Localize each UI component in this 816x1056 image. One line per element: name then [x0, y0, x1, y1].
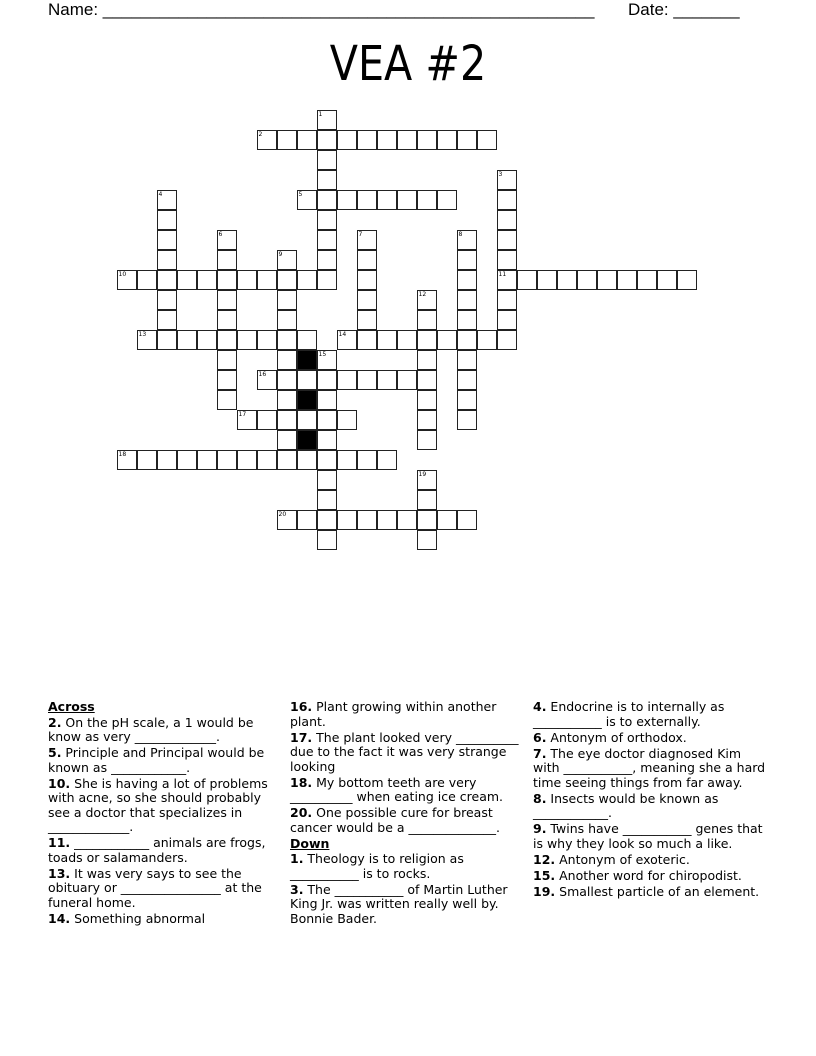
clue-number-label: 9 [278, 250, 283, 258]
black-cell [297, 390, 317, 410]
grid-cell[interactable] [337, 450, 357, 470]
grid-cell[interactable] [297, 370, 317, 390]
grid-cell[interactable] [317, 250, 337, 270]
grid-cell[interactable] [317, 510, 337, 530]
grid-cell[interactable] [157, 270, 177, 290]
grid-cell[interactable] [217, 350, 237, 370]
clues-column-1 [48, 700, 284, 928]
grid-cell[interactable] [317, 450, 337, 470]
clue-down-9 [533, 822, 769, 851]
grid-cell[interactable] [317, 530, 337, 550]
clue-number: 10. [48, 775, 71, 791]
grid-cell[interactable] [317, 130, 337, 150]
grid-cell[interactable] [517, 270, 537, 290]
clue-number: 19. [533, 883, 556, 899]
grid-cell[interactable] [377, 190, 397, 210]
clue-down-15 [533, 869, 769, 884]
grid-cell[interactable] [457, 130, 477, 150]
clue-number: 16. [290, 699, 313, 714]
grid-cell[interactable] [317, 190, 337, 210]
grid-cell[interactable] [417, 290, 437, 310]
grid-cell[interactable] [417, 430, 437, 450]
grid-cell[interactable] [457, 290, 477, 310]
clue-down-8 [533, 792, 769, 821]
grid-cell[interactable] [357, 250, 377, 270]
grid-cell[interactable] [317, 410, 337, 430]
grid-cell[interactable] [377, 510, 397, 530]
clue-across-10 [48, 777, 284, 835]
clue-number: 9. [533, 821, 547, 836]
grid-cell[interactable] [357, 450, 377, 470]
grid-cell[interactable] [357, 130, 377, 150]
grid-cell[interactable] [257, 130, 277, 150]
clue-number: 11. [48, 835, 71, 850]
grid-cell[interactable] [157, 290, 177, 310]
grid-cell[interactable] [257, 410, 277, 430]
grid-cell[interactable] [437, 330, 457, 350]
clue-number: 18. [290, 774, 313, 790]
clue-number-label: 4 [158, 190, 163, 198]
grid-cell[interactable] [357, 230, 377, 250]
grid-cell[interactable] [497, 170, 517, 190]
clue-number-label: 18 [118, 450, 127, 458]
grid-cell[interactable] [497, 190, 517, 210]
black-cell [297, 430, 317, 450]
clue-number: 4. [533, 699, 547, 714]
grid-cell[interactable] [317, 430, 337, 450]
grid-cell[interactable] [297, 450, 317, 470]
grid-cell[interactable] [297, 190, 317, 210]
grid-cell[interactable] [137, 330, 157, 350]
clue-number: 3. [290, 881, 304, 897]
grid-cell[interactable] [377, 450, 397, 470]
grid-cell[interactable] [337, 330, 357, 350]
clues-column-2 [290, 700, 526, 928]
grid-cell[interactable] [497, 250, 517, 270]
grid-cell[interactable] [417, 470, 437, 490]
clue-text: She is having a lot of problems with acne, so she should probably see a doctor that specializes in _____________. [48, 775, 268, 834]
grid-cell[interactable] [397, 190, 417, 210]
clue-text: One possible cure for breast cancer would be a ______________. [290, 805, 501, 835]
grid-cell[interactable] [157, 310, 177, 330]
grid-cell[interactable] [277, 390, 297, 410]
grid-cell[interactable] [177, 450, 197, 470]
clue-across-2 [48, 716, 284, 745]
clue-number: 13. [48, 865, 71, 881]
date-field-label: Date: _______ [628, 0, 740, 19]
clue-down-4 [533, 700, 769, 729]
grid-cell[interactable] [457, 350, 477, 370]
grid-cell[interactable] [237, 450, 257, 470]
grid-cell[interactable] [457, 230, 477, 250]
grid-cell[interactable] [477, 330, 497, 350]
clue-number: 5. [48, 745, 62, 760]
clue-text: Smallest particle of an element. [555, 883, 760, 899]
grid-cell[interactable] [597, 270, 617, 290]
grid-cell[interactable] [277, 430, 297, 450]
clue-down-7 [533, 747, 769, 791]
clue-down-1 [290, 852, 526, 881]
clue-text: Another word for chiropodist. [555, 867, 742, 883]
grid-cell[interactable] [497, 330, 517, 350]
grid-cell[interactable] [277, 450, 297, 470]
clue-number: 2. [48, 714, 62, 730]
clue-across-18 [290, 776, 526, 805]
clue-number-label: 7 [358, 230, 363, 238]
grid-cell[interactable] [237, 270, 257, 290]
grid-cell[interactable] [317, 490, 337, 510]
grid-cell[interactable] [457, 510, 477, 530]
grid-cell[interactable] [437, 130, 457, 150]
clue-number-label: 3 [498, 170, 503, 178]
clue-text: Insects would be known as ____________. [533, 790, 719, 820]
grid-cell[interactable] [317, 470, 337, 490]
clue-text: Antonym of orthodox. [546, 729, 687, 745]
clue-text: The plant looked very __________ due to the fact it was very strange looking [290, 729, 519, 774]
grid-cell[interactable] [277, 270, 297, 290]
clue-across-11 [48, 836, 284, 865]
grid-cell[interactable] [357, 190, 377, 210]
clue-number-label: 1 [318, 110, 323, 118]
clue-across-5 [48, 746, 284, 775]
grid-cell[interactable] [417, 530, 437, 550]
clue-number: 17. [290, 729, 313, 745]
grid-cell[interactable] [297, 270, 317, 290]
clue-number-label: 19 [418, 470, 427, 478]
across-heading: Across [48, 699, 95, 714]
grid-cell[interactable] [177, 330, 197, 350]
grid-cell[interactable] [417, 130, 437, 150]
grid-cell[interactable] [337, 510, 357, 530]
clue-number-label: 13 [138, 330, 147, 338]
down-heading: Down [290, 835, 330, 851]
grid-cell[interactable] [217, 390, 237, 410]
grid-cell[interactable] [237, 410, 257, 430]
grid-cell[interactable] [297, 330, 317, 350]
grid-cell[interactable] [357, 290, 377, 310]
grid-cell[interactable] [257, 330, 277, 350]
grid-cell[interactable] [457, 370, 477, 390]
clue-number: 15. [533, 867, 556, 883]
grid-cell[interactable] [197, 330, 217, 350]
grid-cell[interactable] [357, 370, 377, 390]
grid-cell[interactable] [157, 230, 177, 250]
grid-cell[interactable] [397, 370, 417, 390]
clues-column-3 [533, 700, 769, 901]
grid-cell[interactable] [217, 370, 237, 390]
grid-cell[interactable] [417, 190, 437, 210]
grid-cell[interactable] [317, 210, 337, 230]
grid-cell[interactable] [217, 230, 237, 250]
grid-cell[interactable] [657, 270, 677, 290]
grid-cell[interactable] [157, 250, 177, 270]
clue-across-17 [290, 731, 526, 775]
grid-cell[interactable] [557, 270, 577, 290]
grid-cell[interactable] [157, 210, 177, 230]
grid-cell[interactable] [217, 450, 237, 470]
grid-cell[interactable] [217, 250, 237, 270]
grid-cell[interactable] [357, 510, 377, 530]
grid-cell[interactable] [437, 190, 457, 210]
grid-cell[interactable] [377, 370, 397, 390]
clue-number-label: 8 [458, 230, 463, 238]
clue-text: Antonym of exoteric. [555, 851, 690, 867]
clue-text: Principle and Principal would be known as ____________. [48, 745, 265, 775]
grid-cell[interactable] [317, 270, 337, 290]
grid-cell[interactable] [357, 270, 377, 290]
clue-number-label: 11 [498, 270, 507, 278]
grid-cell[interactable] [617, 270, 637, 290]
clue-text: It was very says to see the obituary or ________________ at the funeral home. [48, 865, 262, 910]
clue-number-label: 14 [338, 330, 347, 338]
grid-cell[interactable] [497, 310, 517, 330]
grid-cell[interactable] [357, 310, 377, 330]
clue-text: The ___________ of Martin Luther King Jr. was written really well by. Bonnie Bader. [290, 881, 508, 926]
clue-text: Plant growing within another plant. [290, 699, 497, 729]
clue-number-label: 15 [318, 350, 327, 358]
grid-cell[interactable] [317, 150, 337, 170]
clue-number: 8. [533, 790, 547, 806]
grid-cell[interactable] [137, 270, 157, 290]
page-title: VEA #2 [329, 36, 487, 92]
grid-cell[interactable] [217, 330, 237, 350]
grid-cell[interactable] [277, 370, 297, 390]
grid-cell[interactable] [157, 450, 177, 470]
grid-cell[interactable] [137, 450, 157, 470]
grid-cell[interactable] [177, 270, 197, 290]
clue-text: The eye doctor diagnosed Kim with ___________, meaning she a hard time seeing things from far away. [533, 745, 766, 790]
grid-cell[interactable] [317, 390, 337, 410]
clue-number-label: 16 [258, 370, 267, 378]
grid-cell[interactable] [277, 410, 297, 430]
grid-cell[interactable] [217, 290, 237, 310]
grid-cell[interactable] [197, 450, 217, 470]
grid-cell[interactable] [357, 330, 377, 350]
grid-cell[interactable] [277, 510, 297, 530]
grid-cell[interactable] [417, 370, 437, 390]
grid-cell[interactable] [337, 190, 357, 210]
grid-cell[interactable] [417, 330, 437, 350]
grid-cell[interactable] [217, 270, 237, 290]
clue-number-label: 20 [278, 510, 287, 518]
clue-across-20 [290, 806, 526, 835]
grid-cell[interactable] [337, 370, 357, 390]
clue-number: 14. [48, 910, 71, 926]
grid-cell[interactable] [277, 350, 297, 370]
grid-cell[interactable] [417, 510, 437, 530]
grid-cell[interactable] [337, 410, 357, 430]
grid-cell[interactable] [417, 390, 437, 410]
clue-across-16 [290, 700, 526, 729]
grid-cell[interactable] [457, 410, 477, 430]
grid-cell[interactable] [457, 390, 477, 410]
grid-cell[interactable] [297, 510, 317, 530]
grid-cell[interactable] [397, 330, 417, 350]
grid-cell[interactable] [197, 270, 217, 290]
grid-cell[interactable] [157, 330, 177, 350]
grid-cell[interactable] [497, 270, 517, 290]
clue-number-label: 2 [258, 130, 263, 138]
black-cell [297, 350, 317, 370]
grid-cell[interactable] [317, 110, 337, 130]
grid-cell[interactable] [117, 450, 137, 470]
clue-number: 6. [533, 729, 547, 745]
grid-cell[interactable] [277, 330, 297, 350]
grid-cell[interactable] [457, 310, 477, 330]
clue-number: 12. [533, 851, 556, 867]
clue-text: On the pH scale, a 1 would be know as very _____________. [48, 714, 254, 744]
clue-number: 7. [533, 745, 547, 761]
grid-cell[interactable] [297, 410, 317, 430]
grid-cell[interactable] [417, 310, 437, 330]
grid-cell[interactable] [297, 130, 317, 150]
clue-text: Endocrine is to internally as ___________ is to externally. [533, 699, 725, 729]
name-field-label: Name: ____________________________________________________ [48, 0, 595, 19]
grid-cell[interactable] [237, 330, 257, 350]
grid-cell[interactable] [277, 310, 297, 330]
grid-cell[interactable] [397, 510, 417, 530]
grid-cell[interactable] [417, 410, 437, 430]
grid-cell[interactable] [477, 130, 497, 150]
clue-text: My bottom teeth are very __________ when eating ice cream. [290, 774, 504, 804]
grid-cell[interactable] [257, 270, 277, 290]
clue-number-label: 5 [298, 190, 303, 198]
grid-cell[interactable] [497, 210, 517, 230]
clue-down-12 [533, 853, 769, 868]
grid-cell[interactable] [317, 170, 337, 190]
clue-text: Something abnormal [70, 910, 206, 926]
clue-number-label: 17 [238, 410, 247, 418]
grid-cell[interactable] [577, 270, 597, 290]
grid-cell[interactable] [277, 290, 297, 310]
grid-cell[interactable] [157, 190, 177, 210]
grid-cell[interactable] [277, 250, 297, 270]
grid-cell[interactable] [117, 270, 137, 290]
grid-cell[interactable] [417, 350, 437, 370]
grid-cell[interactable] [497, 290, 517, 310]
clue-number: 20. [290, 805, 313, 820]
clue-number-label: 12 [418, 290, 427, 298]
grid-cell[interactable] [217, 310, 237, 330]
clue-number-label: 6 [218, 230, 223, 238]
grid-cell[interactable] [537, 270, 557, 290]
clue-number: 1. [290, 851, 304, 866]
grid-cell[interactable] [457, 250, 477, 270]
grid-cell[interactable] [257, 370, 277, 390]
grid-cell[interactable] [257, 450, 277, 470]
clue-text: Theology is to religion as ___________ is to rocks. [290, 851, 464, 881]
clue-across-13 [48, 867, 284, 911]
grid-cell[interactable] [377, 330, 397, 350]
grid-cell[interactable] [337, 130, 357, 150]
grid-cell[interactable] [317, 350, 337, 370]
grid-cell[interactable] [457, 330, 477, 350]
clue-across-14 [48, 912, 284, 927]
clue-down-19 [533, 885, 769, 900]
grid-cell[interactable] [397, 130, 417, 150]
grid-cell[interactable] [677, 270, 697, 290]
clue-down-3 [290, 883, 526, 927]
grid-cell[interactable] [277, 130, 297, 150]
grid-cell[interactable] [377, 130, 397, 150]
grid-cell[interactable] [437, 510, 457, 530]
grid-cell[interactable] [497, 230, 517, 250]
grid-cell[interactable] [637, 270, 657, 290]
grid-cell[interactable] [457, 270, 477, 290]
grid-cell[interactable] [317, 370, 337, 390]
clue-down-6 [533, 731, 769, 746]
clue-text: Twins have ___________ genes that is why they look so much a like. [533, 821, 763, 851]
clue-number-label: 10 [118, 270, 127, 278]
grid-cell[interactable] [317, 230, 337, 250]
grid-cell[interactable] [417, 490, 437, 510]
clue-text: ____________ animals are frogs, toads or salamanders. [48, 835, 266, 865]
